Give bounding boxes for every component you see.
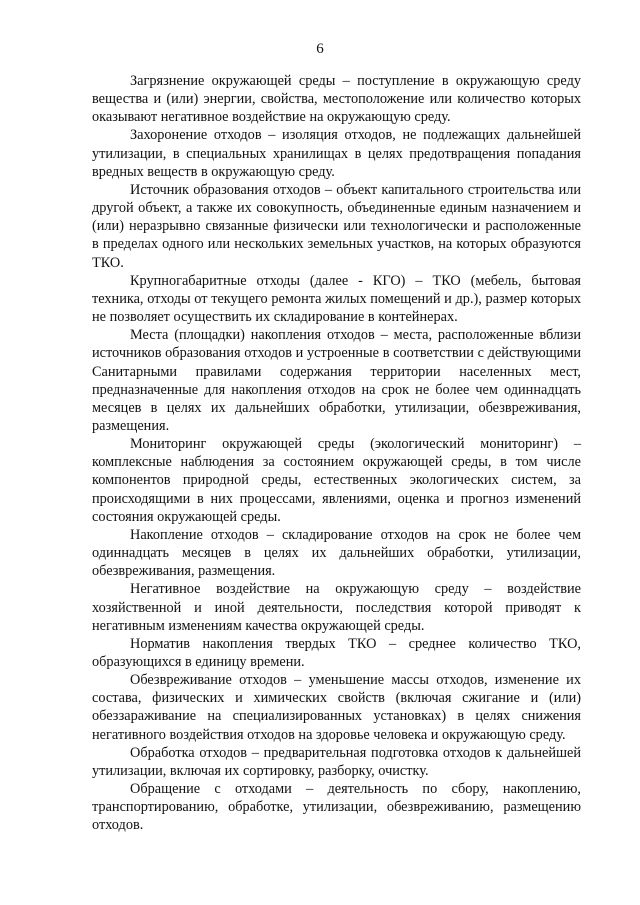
page-number: 6 (316, 41, 324, 57)
definitions-text (92, 72, 581, 835)
paragraph-neutralization: Обезвреживание отходов – уменьшение массы отходов, изменение их состава, физических и химических свойств (включая сжигание и (или) обеззараживание на специализированных установках) в целях снижения негативного воздействия отходов на здоровье человека и окружающую среду. (92, 672, 581, 743)
paragraph-handling: Обращение с отходами – деятельность по сбору, накоплению, транспортированию, обработке, утилизации, обезвреживанию, размещению отходов. (92, 781, 581, 834)
paragraph-processing: Обработка отходов – предварительная подготовка отходов к дальнейшей утилизации, включая их сортировку, разборку, очистку. (92, 744, 581, 779)
paragraph-norm: Норматив накопления твердых ТКО – среднее количество ТКО, образующихся в единицу времени. (92, 635, 581, 670)
paragraph-accumulation-sites: Места (площадки) накопления отходов – места, расположенные вблизи источников образования отходов и устроенные в соответствии с действующими Санитарными правилами содержания территории населенных мест, предназначенные для накопления отходов на срок не более чем одиннадцать месяцев в целях их дальнейших обработки, утилизации, обезвреживания, размещения. (92, 327, 581, 434)
paragraph-negative-impact: Негативное воздействие на окружающую среду – воздействие хозяйственной и иной деятельности, последствия которой приводят к негативным изменениям качества окружающей среды. (92, 581, 581, 634)
paragraph-burial: Захоронение отходов – изоляция отходов, не подлежащих дальнейшей утилизации, в специальных хранилищах в целях предотвращения попадания вредных веществ в окружающую среду. (92, 127, 581, 180)
paragraph-accumulation: Накопление отходов – складирование отходов на срок не более чем одиннадцать месяцев в целях их дальнейших обработки, утилизации, обезвреживания, размещения. (92, 526, 581, 580)
paragraph-pollution: Загрязнение окружающей среды – поступление в окружающую среду вещества и (или) энергии, свойства, местоположение или количество которых оказывают негативное воздействие на окружающую среду. (92, 73, 581, 126)
paragraph-monitoring: Мониторинг окружающей среды (экологический мониторинг) – комплексные наблюдения за состоянием окружающей среды, в том числе компонентов природной среды, естественных экологических систем, за происходящими в них процессами, явлениями, оценка и прогноз изменений состояния окружающей среды. (92, 436, 581, 525)
paragraph-bulky-waste: Крупногабаритные отходы (далее - КГО) – ТКО (мебель, бытовая техника, отходы от текущего ремонта жилых помещений и др.), размер которых не позволяет осуществить их складирование в контейнерах. (92, 272, 581, 326)
paragraph-waste-source: Источник образования отходов – объект капитального строительства или другой объект, а также их совокупность, объединенные единым назначением и (или) неразрывно связанные физически или технологически и расположенные в пределах одного или нескольких земельных участков, на которых образуются ТКО. (92, 181, 581, 271)
